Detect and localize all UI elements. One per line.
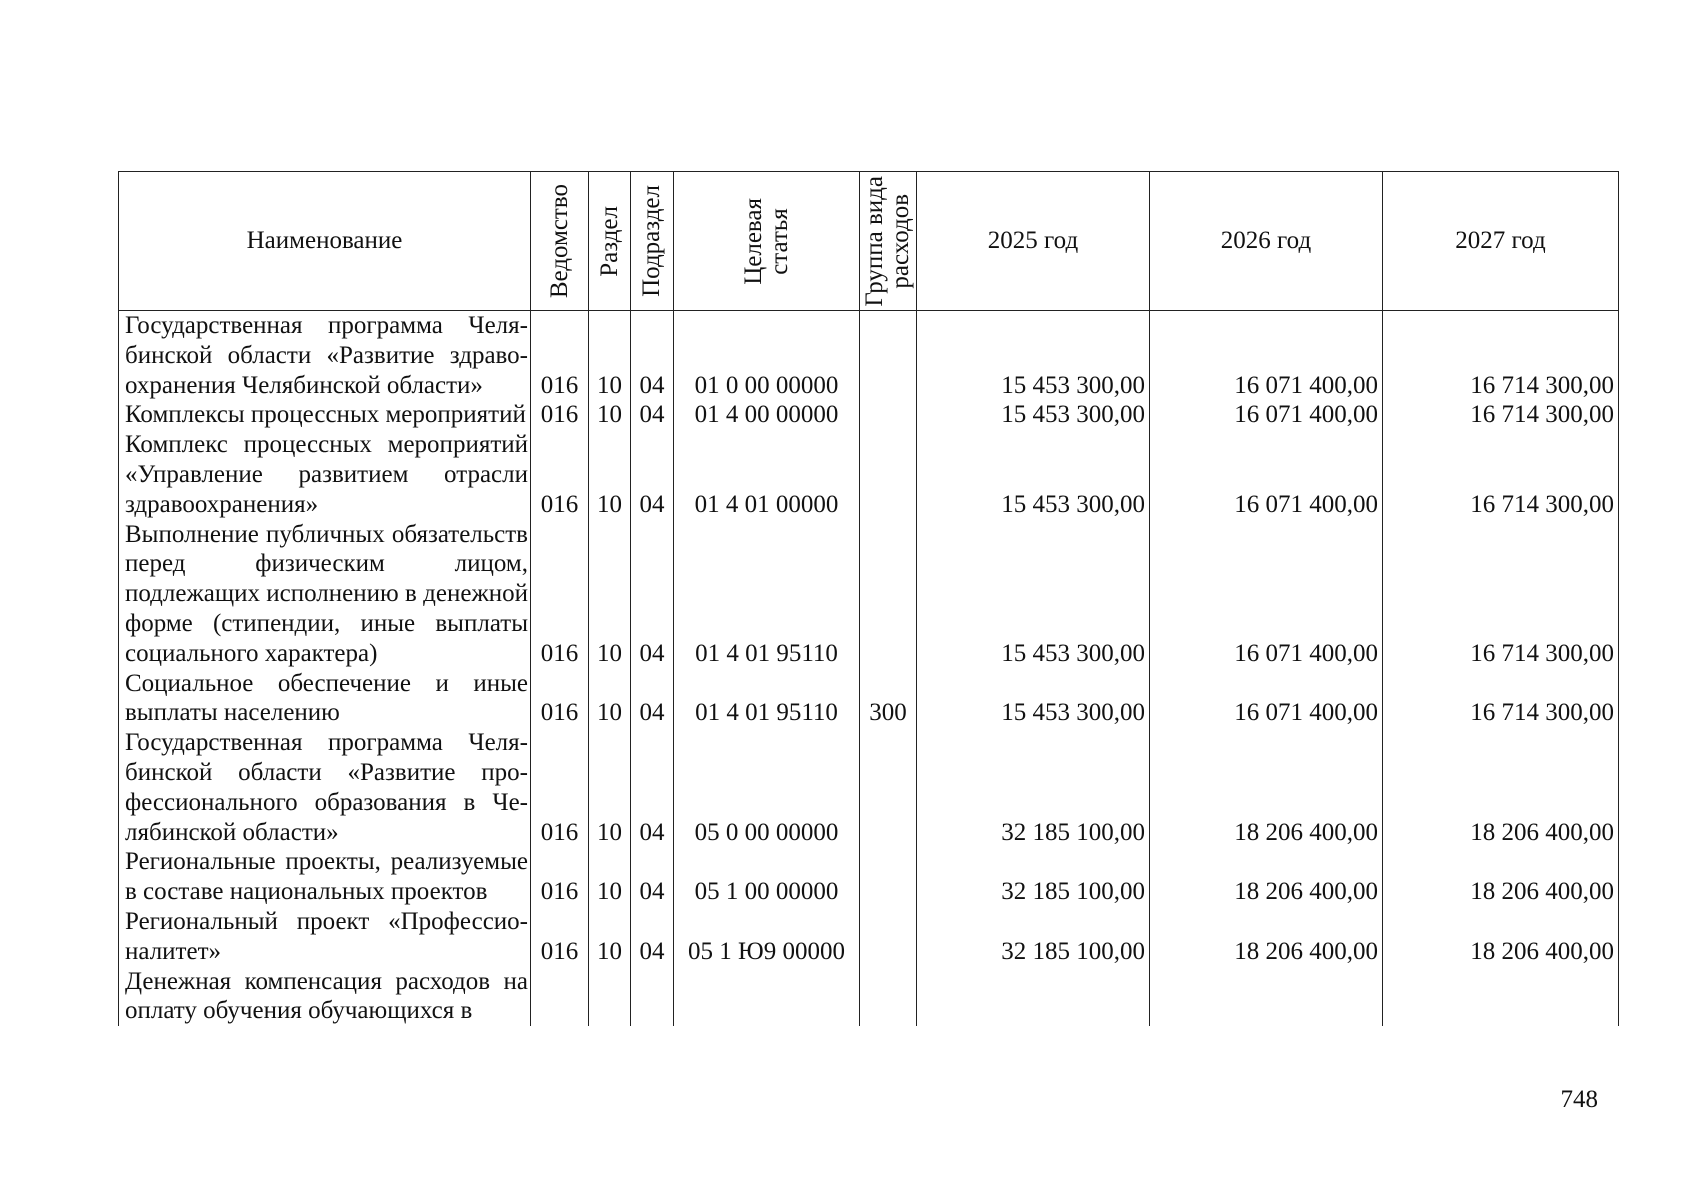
cell-podrazdel: 04 [631, 311, 674, 401]
table-header [119, 172, 1619, 311]
cell-target-article: 01 4 01 95110 [674, 669, 860, 729]
cell-target-article: 05 1 Ю9 00000 [674, 907, 860, 967]
cell-2025: 15 453 300,00 [917, 520, 1150, 669]
cell-target-article [674, 967, 860, 1027]
table-row [119, 430, 1619, 519]
cell-target-article: 01 4 01 00000 [674, 430, 860, 519]
cell-name: Государственная программа Челябинской области «Развитие профессионального образования в Челябинской области» [119, 728, 531, 847]
cell-2025: 32 185 100,00 [917, 847, 1150, 907]
cell-2027 [1383, 967, 1619, 1027]
table-row [119, 967, 1619, 1027]
cell-podrazdel: 04 [631, 669, 674, 729]
cell-2027: 16 714 300,00 [1383, 520, 1619, 669]
cell-name: Выполнение публичных обязательств перед физическим лицом, подлежащих исполнению в денежной форме (стипендии, иные выплаты социального характера) [119, 520, 531, 669]
cell-target-article: 01 0 00 00000 [674, 311, 860, 401]
cell-vedomstvo: 016 [531, 430, 589, 519]
header-2026: 2026 год [1150, 172, 1383, 311]
cell-vedomstvo [531, 967, 589, 1027]
cell-razdel [589, 967, 631, 1027]
budget-table [118, 171, 1619, 1026]
cell-expense-group [860, 400, 917, 430]
table-row [119, 520, 1619, 669]
cell-podrazdel [631, 967, 674, 1027]
cell-target-article: 05 0 00 00000 [674, 728, 860, 847]
cell-name: Комплексы процессных мероприятий [119, 400, 531, 430]
cell-name: Комплекс процессных мероприятий «Управление развитием отрасли здравоохранения» [119, 430, 531, 519]
header-razdel: Раздел [589, 172, 631, 311]
cell-2025 [917, 967, 1150, 1027]
cell-2026: 16 071 400,00 [1150, 400, 1383, 430]
cell-podrazdel: 04 [631, 847, 674, 907]
cell-podrazdel: 04 [631, 907, 674, 967]
cell-razdel: 10 [589, 311, 631, 401]
cell-2026: 18 206 400,00 [1150, 847, 1383, 907]
cell-expense-group: 300 [860, 669, 917, 729]
cell-razdel: 10 [589, 847, 631, 907]
cell-2025: 15 453 300,00 [917, 669, 1150, 729]
cell-podrazdel: 04 [631, 520, 674, 669]
cell-2026: 16 071 400,00 [1150, 669, 1383, 729]
cell-podrazdel: 04 [631, 430, 674, 519]
header-2025: 2025 год [917, 172, 1150, 311]
cell-vedomstvo: 016 [531, 520, 589, 669]
table-body [119, 311, 1619, 1027]
header-vedomstvo: Ведомство [531, 172, 589, 311]
cell-vedomstvo: 016 [531, 907, 589, 967]
cell-expense-group [860, 728, 917, 847]
cell-vedomstvo: 016 [531, 311, 589, 401]
cell-2026: 18 206 400,00 [1150, 907, 1383, 967]
cell-2026: 16 071 400,00 [1150, 311, 1383, 401]
cell-razdel: 10 [589, 669, 631, 729]
cell-name: Региональный проект «Профессионалитет» [119, 907, 531, 967]
cell-2026: 16 071 400,00 [1150, 520, 1383, 669]
header-podrazdel: Подраздел [631, 172, 674, 311]
table-row [119, 847, 1619, 907]
header-expense-group: Группа вида расходов [860, 172, 917, 311]
cell-vedomstvo: 016 [531, 847, 589, 907]
cell-2027: 16 714 300,00 [1383, 669, 1619, 729]
cell-2025: 15 453 300,00 [917, 430, 1150, 519]
cell-2027: 16 714 300,00 [1383, 430, 1619, 519]
cell-name: Государственная программа Челябинской области «Развитие здравоохранения Челябинской области» [119, 311, 531, 401]
cell-2027: 16 714 300,00 [1383, 400, 1619, 430]
cell-2027: 18 206 400,00 [1383, 907, 1619, 967]
cell-expense-group [860, 520, 917, 669]
header-name: Наименование [119, 172, 531, 311]
cell-2025: 32 185 100,00 [917, 728, 1150, 847]
cell-vedomstvo: 016 [531, 728, 589, 847]
cell-expense-group [860, 847, 917, 907]
cell-2025: 15 453 300,00 [917, 311, 1150, 401]
table-row [119, 728, 1619, 847]
header-2027: 2027 год [1383, 172, 1619, 311]
cell-razdel: 10 [589, 907, 631, 967]
cell-razdel: 10 [589, 728, 631, 847]
cell-2026: 16 071 400,00 [1150, 430, 1383, 519]
cell-2025: 32 185 100,00 [917, 907, 1150, 967]
cell-podrazdel: 04 [631, 728, 674, 847]
cell-target-article: 01 4 01 95110 [674, 520, 860, 669]
table-row [119, 400, 1619, 430]
cell-expense-group [860, 907, 917, 967]
cell-2026: 18 206 400,00 [1150, 728, 1383, 847]
cell-razdel: 10 [589, 400, 631, 430]
page-number: 748 [1560, 1086, 1598, 1113]
cell-vedomstvo: 016 [531, 669, 589, 729]
cell-2027: 16 714 300,00 [1383, 311, 1619, 401]
cell-target-article: 01 4 00 00000 [674, 400, 860, 430]
table-row [119, 669, 1619, 729]
cell-razdel: 10 [589, 520, 631, 669]
cell-vedomstvo: 016 [531, 400, 589, 430]
cell-name: Денежная компенсация расходов на оплату обучения обучающихся в [119, 967, 531, 1027]
cell-expense-group [860, 311, 917, 401]
cell-name: Региональные проекты, реализуемые в составе национальных проектов [119, 847, 531, 907]
cell-podrazdel: 04 [631, 400, 674, 430]
cell-expense-group [860, 967, 917, 1027]
cell-name: Социальное обеспечение и иные выплаты населению [119, 669, 531, 729]
cell-2027: 18 206 400,00 [1383, 728, 1619, 847]
cell-2027: 18 206 400,00 [1383, 847, 1619, 907]
cell-razdel: 10 [589, 430, 631, 519]
table-row [119, 907, 1619, 967]
table-row [119, 311, 1619, 401]
cell-2026 [1150, 967, 1383, 1027]
cell-expense-group [860, 430, 917, 519]
cell-2025: 15 453 300,00 [917, 400, 1150, 430]
cell-target-article: 05 1 00 00000 [674, 847, 860, 907]
header-target-article: Целевая статья [674, 172, 860, 311]
